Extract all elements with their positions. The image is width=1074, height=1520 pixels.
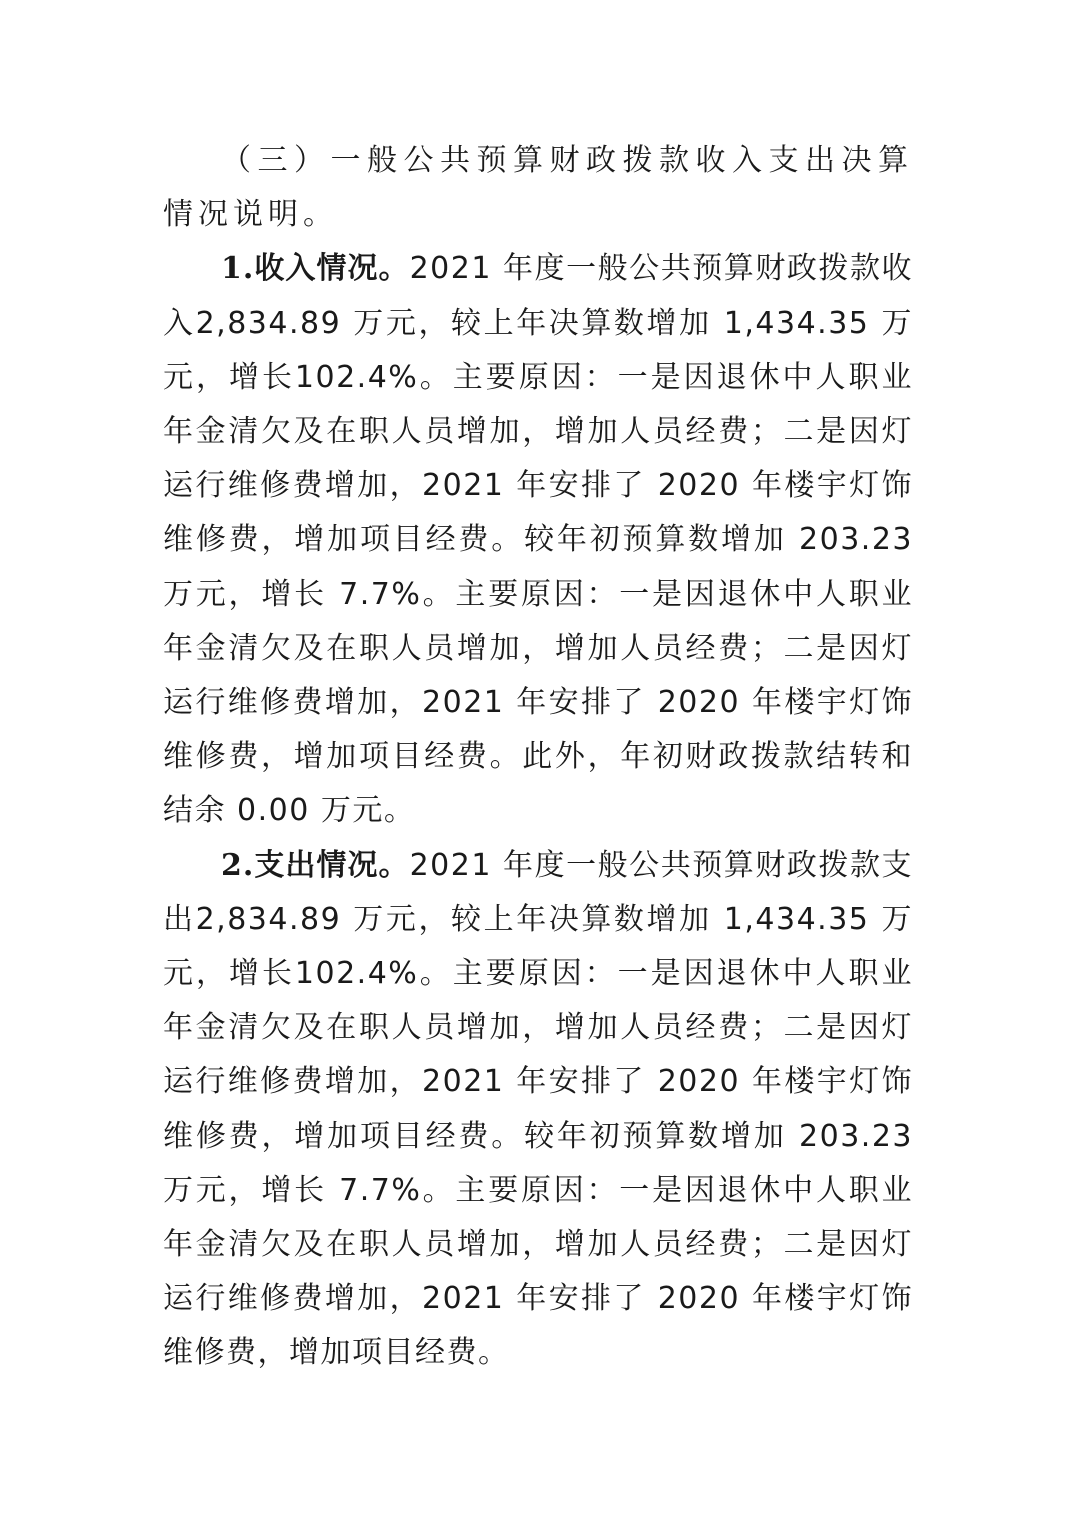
expenditure-lead: 2.支出情况。 bbox=[221, 847, 410, 883]
expenditure-paragraph bbox=[163, 839, 913, 1381]
income-body: 2021 年度一般公共预算财政拨款收入2,834.89 万元，较上年决算数增加 1,434.35 万元，增长102.4%。主要原因：一是因退休中人职业年金清欠及在职人员增加，增加人员经费；二是因灯运行维修费增加，2021 年安排了 2020 年楼宇灯饰维修费，增加项目经费。较年初预算数增加 203.23 万元，增长 7.7%。主要原因：一是因退休中人职业年金清欠及在职人员增加，增加人员经费；二是因灯运行维修费增加，2021 年安排了 2020 年楼宇灯饰维修费，增加项目经费。此外，年初财政拨款结转和结余 0.00 万元。 bbox=[163, 251, 913, 829]
expenditure-body: 2021 年度一般公共预算财政拨款支出2,834.89 万元，较上年决算数增加 1,434.35 万元，增长102.4%。主要原因：一是因退休中人职业年金清欠及在职人员增加，增加人员经费；二是因灯运行维修费增加，2021 年安排了 2020 年楼宇灯饰维修费，增加项目经费。较年初预算数增加 203.23 万元，增长 7.7%。主要原因：一是因退休中人职业年金清欠及在职人员增加，增加人员经费；二是因灯运行维修费增加，2021 年安排了 2020 年楼宇灯饰维修费，增加项目经费。 bbox=[163, 847, 913, 1371]
income-lead: 1.收入情况。 bbox=[221, 251, 410, 287]
income-paragraph bbox=[163, 242, 913, 838]
document-body bbox=[163, 134, 913, 1381]
section-heading: （三）一般公共预算财政拨款收入支出决算情况说明。 bbox=[163, 143, 913, 233]
